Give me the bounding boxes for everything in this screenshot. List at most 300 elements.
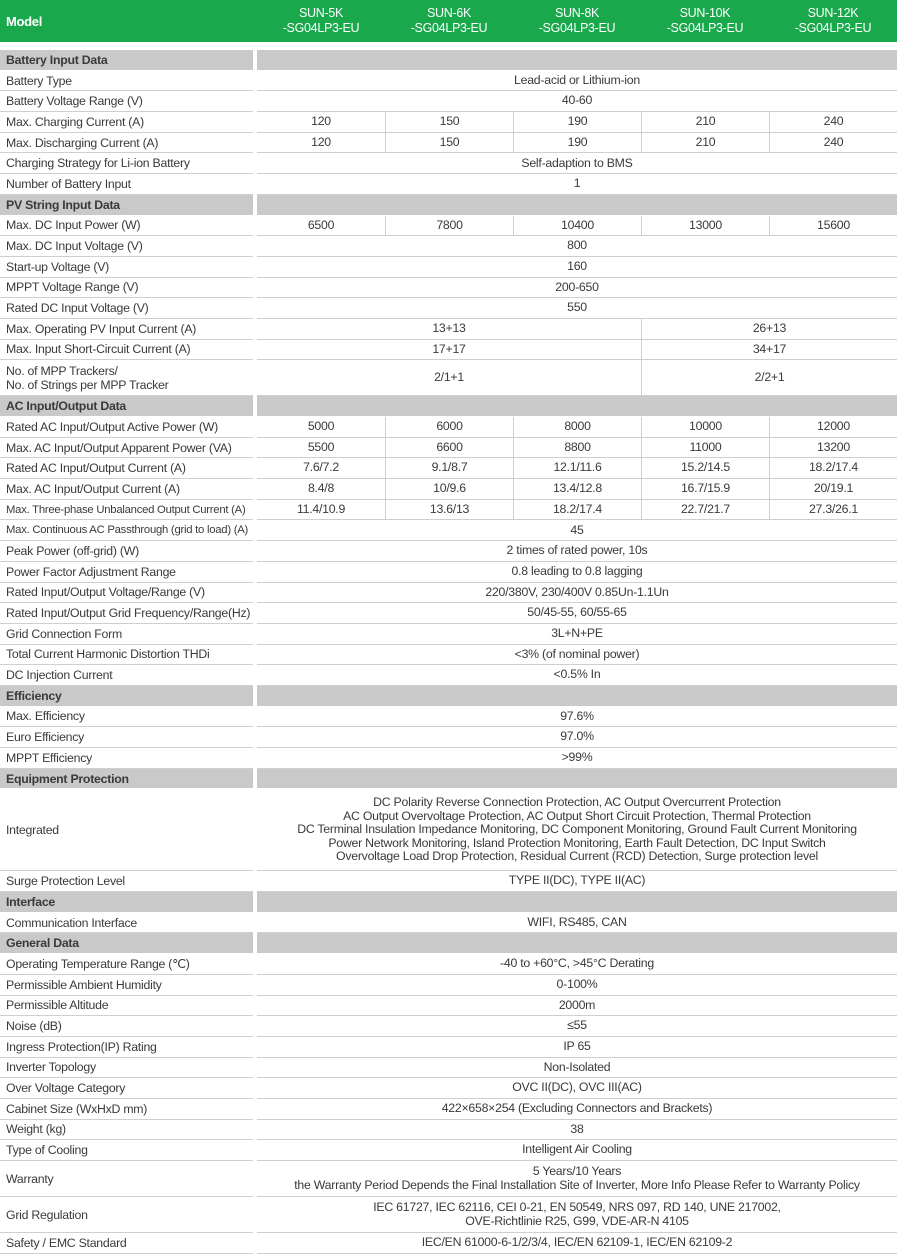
row-label-text [6, 280, 138, 294]
value-cell [257, 1140, 897, 1160]
label-line: Rated DC Input Voltage (V) [6, 301, 149, 316]
row-label-text [6, 364, 168, 392]
row-label [0, 624, 253, 645]
row-label [0, 298, 253, 319]
value-cell [513, 133, 641, 153]
row-label-text [6, 420, 218, 434]
value-line: OVE-Richtlinie R25, G99, VDE-AR-N 4105 [465, 1213, 689, 1228]
label-line: Inverter Topology [6, 1060, 96, 1075]
table-row [0, 438, 897, 459]
label-line: Permissible Altitude [6, 998, 109, 1013]
table-row [0, 583, 897, 604]
value-cell [769, 216, 897, 236]
model-name-line: SUN-10K [679, 6, 731, 20]
label-line: Max. Input Short-Circuit Current (A) [6, 342, 191, 357]
table-row [0, 789, 897, 871]
value-cell [385, 133, 513, 153]
label-line: Max. Charging Current (A) [6, 114, 144, 129]
value-cell [257, 1078, 897, 1098]
value-cell [257, 1037, 897, 1057]
value-cell [257, 153, 897, 173]
label-line: Euro Efficiency [6, 730, 85, 745]
value-cell [257, 479, 385, 499]
value-line: ≤55 [567, 1018, 587, 1033]
label-line: Total Current Harmonic Distortion THDi [6, 647, 210, 662]
row-values [257, 112, 897, 133]
row-label-text [6, 482, 180, 496]
value-cell [257, 417, 385, 437]
row-values [257, 1016, 897, 1037]
label-line: Permissible Ambient Humidity [6, 977, 162, 992]
label-line: Integrated [6, 822, 59, 837]
section-header-fill [257, 933, 897, 954]
row-values [257, 583, 897, 604]
value-line: 9.1/8.7 [431, 460, 468, 475]
row-label [0, 417, 253, 438]
value-line: 13.6/13 [429, 501, 470, 516]
label-line: Rated AC Input/Output Active Power (W) [6, 419, 218, 434]
value-line: 0.8 leading to 0.8 lagging [511, 563, 643, 578]
value-line: 220/380V, 230/400V 0.85Un-1.1Un [485, 584, 669, 599]
table-row [0, 727, 897, 748]
label-line: No. of Strings per MPP Tracker [6, 377, 169, 392]
row-label-text [6, 1236, 127, 1250]
row-label [0, 996, 253, 1017]
value-line: 150 [439, 134, 460, 149]
row-label [0, 562, 253, 583]
label-line: Max. DC Input Voltage (V) [6, 239, 143, 254]
row-values [257, 789, 897, 871]
value-cell [257, 996, 897, 1016]
value-cell [257, 174, 897, 194]
model-name-line: -SG04LP3-EU [794, 21, 872, 35]
value-line: 7.6/7.2 [303, 460, 339, 475]
value-cell [257, 500, 385, 520]
table-row [0, 340, 897, 361]
value-cell [385, 479, 513, 499]
row-label-text [6, 823, 59, 837]
row-label-text [6, 177, 131, 191]
table-row [0, 1037, 897, 1058]
value-line: 5500 [307, 439, 335, 454]
value-cell [257, 583, 897, 603]
row-label [0, 278, 253, 299]
row-values [257, 360, 897, 396]
label-line: Surge Protection Level [6, 874, 125, 889]
value-cell [513, 417, 641, 437]
row-label-text [6, 544, 139, 558]
row-label [0, 174, 253, 195]
row-label-text [6, 957, 190, 971]
value-line: WIFI, RS485, CAN [527, 914, 627, 929]
row-label [0, 319, 253, 340]
label-line: Max. DC Input Power (W) [6, 218, 141, 233]
table-row [0, 1161, 897, 1197]
value-cell [513, 112, 641, 132]
row-values [257, 748, 897, 769]
table-row [0, 216, 897, 237]
value-line: 5000 [307, 419, 335, 434]
row-label [0, 645, 253, 666]
value-cell [257, 298, 897, 318]
value-cell [257, 91, 897, 111]
value-line: TYPE II(DC), TYPE II(AC) [508, 873, 646, 888]
table-row [0, 417, 897, 438]
value-line: 2000m [558, 997, 596, 1012]
row-values [257, 278, 897, 299]
label-line: Max. AC Input/Output Apparent Power (VA) [6, 440, 232, 455]
table-row [0, 541, 897, 562]
section-header [0, 933, 897, 954]
value-line: 10400 [561, 217, 594, 232]
value-line: AC Output Overvoltage Protection, AC Output Short Circuit Protection, Thermal Protection [343, 808, 811, 823]
value-line: 10000 [689, 419, 722, 434]
value-line: Intelligent Air Cooling [522, 1142, 632, 1157]
table-header [0, 0, 897, 42]
row-values [257, 1197, 897, 1233]
value-line: 45 [570, 522, 584, 537]
row-label [0, 520, 253, 541]
section-title: General Data [0, 933, 253, 954]
table-row [0, 707, 897, 728]
row-label [0, 665, 253, 686]
section-title: Efficiency [0, 686, 253, 707]
value-line: 210 [695, 114, 716, 129]
row-label-text [6, 585, 205, 599]
row-values [257, 603, 897, 624]
label-line: Max. Efficiency [6, 709, 85, 724]
table-row [0, 624, 897, 645]
model-name-line: -SG04LP3-EU [538, 21, 616, 35]
row-label [0, 603, 253, 624]
value-line: 17+17 [432, 341, 466, 356]
table-row [0, 748, 897, 769]
row-values [257, 520, 897, 541]
model-header-label: Model [6, 13, 43, 29]
row-values [257, 438, 897, 459]
value-line: 2 times of rated power, 10s [506, 543, 648, 558]
table-row [0, 520, 897, 541]
row-label-text [6, 115, 144, 129]
row-values [257, 624, 897, 645]
value-line: the Warranty Period Depends the Final Installation Site of Inverter, More Info Please Refer to Warranty Policy [294, 1177, 860, 1192]
model-column-header [769, 0, 897, 42]
section-title: Equipment Protection [0, 769, 253, 790]
value-line: 12000 [817, 419, 850, 434]
row-values [257, 500, 897, 521]
value-cell [257, 360, 641, 395]
value-cell [257, 1016, 897, 1036]
value-line: <0.5% In [553, 667, 601, 682]
row-label-text [6, 74, 72, 88]
row-label [0, 1161, 253, 1197]
value-cell [257, 216, 385, 236]
model-name-line: -SG04LP3-EU [410, 21, 488, 35]
row-label-text [6, 461, 186, 475]
model-name-line: SUN-5K [298, 6, 344, 20]
label-line: Rated Input/Output Grid Frequency/Range(Hz) [6, 606, 251, 621]
label-line: Grid Regulation [6, 1207, 88, 1222]
value-line: 190 [567, 134, 588, 149]
row-values [257, 236, 897, 257]
label-line: Over Voltage Category [6, 1081, 126, 1096]
value-cell [641, 216, 769, 236]
model-name-line: SUN-12K [807, 6, 859, 20]
model-column-header [385, 0, 513, 42]
table-row [0, 996, 897, 1017]
label-line: Max. Continuous AC Passthrough (grid to load) (A) [6, 524, 249, 537]
row-label-text [6, 1019, 62, 1033]
label-line: Grid Connection Form [6, 626, 122, 641]
value-line: <3% (of nominal power) [514, 646, 640, 661]
section-header-fill [257, 892, 897, 913]
section-header [0, 195, 897, 216]
row-label-text [6, 730, 84, 744]
row-label [0, 913, 253, 934]
row-values [257, 541, 897, 562]
value-cell [641, 319, 897, 339]
row-values [257, 1120, 897, 1141]
row-label [0, 153, 253, 174]
value-line: 3L+N+PE [551, 625, 603, 640]
row-label-text [6, 322, 196, 336]
value-cell [385, 417, 513, 437]
row-label-text [6, 1081, 125, 1095]
label-line: Cabinet Size (WxHxD mm) [6, 1101, 148, 1116]
value-cell [257, 257, 897, 277]
value-cell [641, 479, 769, 499]
value-line: 2/2+1 [754, 370, 785, 385]
value-cell [257, 748, 897, 768]
row-label [0, 1140, 253, 1161]
value-cell [641, 417, 769, 437]
model-name-line: SUN-6K [426, 6, 472, 20]
row-label-text [6, 1040, 157, 1054]
model-name-line: -SG04LP3-EU [282, 21, 360, 35]
row-values [257, 91, 897, 112]
row-label-text [6, 998, 108, 1012]
value-cell [641, 458, 769, 478]
row-values [257, 257, 897, 278]
value-cell [257, 133, 385, 153]
label-line: Weight (kg) [6, 1122, 66, 1137]
value-cell [257, 603, 897, 623]
row-label-text [6, 668, 112, 682]
value-line: 0-100% [556, 976, 598, 991]
row-label [0, 133, 253, 154]
table-row [0, 360, 897, 396]
row-label-text [6, 709, 85, 723]
value-line: 120 [311, 134, 331, 149]
value-line: >99% [561, 750, 593, 765]
value-cell [257, 954, 897, 974]
row-label-text [6, 1122, 66, 1136]
row-values [257, 913, 897, 934]
row-label-text [6, 218, 140, 232]
value-line: Non-Isolated [543, 1059, 611, 1074]
value-line: 550 [567, 300, 587, 315]
value-cell [257, 1233, 897, 1253]
row-values [257, 1140, 897, 1161]
value-line: 11.4/10.9 [296, 501, 346, 516]
label-line: Peak Power (off-grid) (W) [6, 543, 139, 558]
value-cell [257, 541, 897, 561]
value-line: Self-adaption to BMS [521, 155, 633, 170]
section-title: AC Input/Output Data [0, 396, 253, 417]
value-line: 2/1+1 [434, 370, 464, 385]
value-cell [641, 360, 897, 395]
table-row [0, 1058, 897, 1079]
row-values [257, 216, 897, 237]
value-cell [769, 479, 897, 499]
value-line: 190 [567, 114, 588, 129]
value-line: 15600 [817, 217, 850, 232]
row-values [257, 665, 897, 686]
value-line: 6500 [307, 217, 335, 232]
row-values [257, 319, 897, 340]
row-label [0, 1120, 253, 1141]
row-label [0, 458, 253, 479]
row-label-text [6, 342, 190, 356]
value-line: DC Terminal Insulation Impedance Monitoring, DC Component Monitoring, Ground Fault Current Monitoring [297, 822, 857, 837]
label-line: Safety / EMC Standard [6, 1235, 127, 1250]
table-row [0, 500, 897, 521]
value-cell [769, 500, 897, 520]
row-label-text [6, 978, 162, 992]
row-label [0, 340, 253, 361]
value-line: 8800 [564, 439, 591, 454]
row-values [257, 1161, 897, 1197]
value-line: 160 [567, 258, 587, 273]
row-label-text [6, 301, 149, 315]
row-label [0, 975, 253, 996]
row-label [0, 1078, 253, 1099]
value-line: 210 [695, 134, 716, 149]
label-line: Max. AC Input/Output Current (A) [6, 481, 180, 496]
model-name-line: -SG04LP3-EU [666, 21, 744, 35]
table-row [0, 319, 897, 340]
value-line: 5 Years/10 Years [532, 1164, 622, 1178]
value-cell [257, 1058, 897, 1078]
row-values [257, 340, 897, 361]
label-line: Battery Type [6, 73, 72, 88]
table-body [0, 50, 897, 1254]
row-label-text [6, 136, 158, 150]
row-values [257, 871, 897, 892]
table-row [0, 1197, 897, 1233]
label-line: Communication Interface [6, 915, 137, 930]
value-line: 34+17 [752, 341, 787, 356]
row-values [257, 1233, 897, 1254]
row-label [0, 748, 253, 769]
value-cell [257, 236, 897, 256]
value-line: 22.7/21.7 [680, 501, 731, 516]
row-label [0, 871, 253, 892]
value-cell [257, 913, 897, 933]
row-values [257, 71, 897, 92]
label-line: Power Factor Adjustment Range [6, 564, 176, 579]
row-label [0, 1037, 253, 1058]
label-line: Max. Three-phase Unbalanced Output Current (A) [6, 503, 246, 516]
value-line: 18.2/17.4 [552, 501, 603, 516]
row-label [0, 1197, 253, 1233]
value-line: 8.4/8 [307, 481, 335, 496]
value-line: 97.6% [560, 708, 594, 723]
table-row [0, 954, 897, 975]
table-row [0, 665, 897, 686]
value-cell [769, 458, 897, 478]
row-label-text [6, 647, 209, 661]
table-row [0, 913, 897, 934]
value-line: 18.2/17.4 [808, 460, 859, 475]
value-cell [385, 500, 513, 520]
row-label-text [6, 1102, 147, 1116]
value-cell [385, 216, 513, 236]
section-header [0, 892, 897, 913]
row-label [0, 479, 253, 500]
table-row [0, 257, 897, 278]
row-label [0, 71, 253, 92]
row-label [0, 583, 253, 604]
value-line: 13.4/12.8 [552, 481, 603, 496]
value-cell [513, 479, 641, 499]
table-row [0, 278, 897, 299]
table-row [0, 562, 897, 583]
row-label-text [6, 565, 176, 579]
model-column-header [641, 0, 769, 42]
row-label [0, 216, 253, 237]
value-line: 6000 [436, 419, 463, 434]
table-row [0, 1140, 897, 1161]
label-line: Ingress Protection(IP) Rating [6, 1039, 157, 1054]
section-header-fill [257, 195, 897, 216]
row-label-text [6, 751, 92, 765]
section-header [0, 50, 897, 71]
value-cell [257, 665, 897, 685]
value-line: 12.1/11.6 [553, 460, 602, 475]
row-values [257, 954, 897, 975]
value-line: 26+13 [752, 321, 787, 336]
label-line: Max. Discharging Current (A) [6, 135, 159, 150]
value-cell [641, 438, 769, 458]
row-label-text [6, 627, 122, 641]
value-cell [257, 624, 897, 644]
row-values [257, 298, 897, 319]
table-row [0, 1120, 897, 1141]
section-title: PV String Input Data [0, 195, 253, 216]
label-line: Battery Voltage Range (V) [6, 94, 143, 109]
label-line: MPPT Efficiency [6, 750, 93, 765]
value-line: Power Network Monitoring, Island Protection Monitoring, Earth Fault Detection, DC Input Switch [328, 835, 826, 850]
table-row [0, 603, 897, 624]
value-line: DC Polarity Reverse Connection Protection, AC Output Overcurrent Protection [373, 795, 781, 810]
row-label [0, 707, 253, 728]
label-line: Noise (dB) [6, 1019, 62, 1034]
row-label-text [6, 606, 250, 620]
value-line: 27.3/26.1 [808, 501, 859, 516]
value-cell [513, 458, 641, 478]
value-line: 7800 [436, 217, 463, 232]
table-row [0, 174, 897, 195]
value-cell [257, 707, 897, 727]
value-cell [257, 1120, 897, 1140]
value-cell [385, 458, 513, 478]
value-cell [257, 319, 641, 339]
value-line: 13200 [817, 439, 850, 454]
label-line: Rated Input/Output Voltage/Range (V) [6, 585, 205, 600]
row-values [257, 562, 897, 583]
table-row [0, 975, 897, 996]
